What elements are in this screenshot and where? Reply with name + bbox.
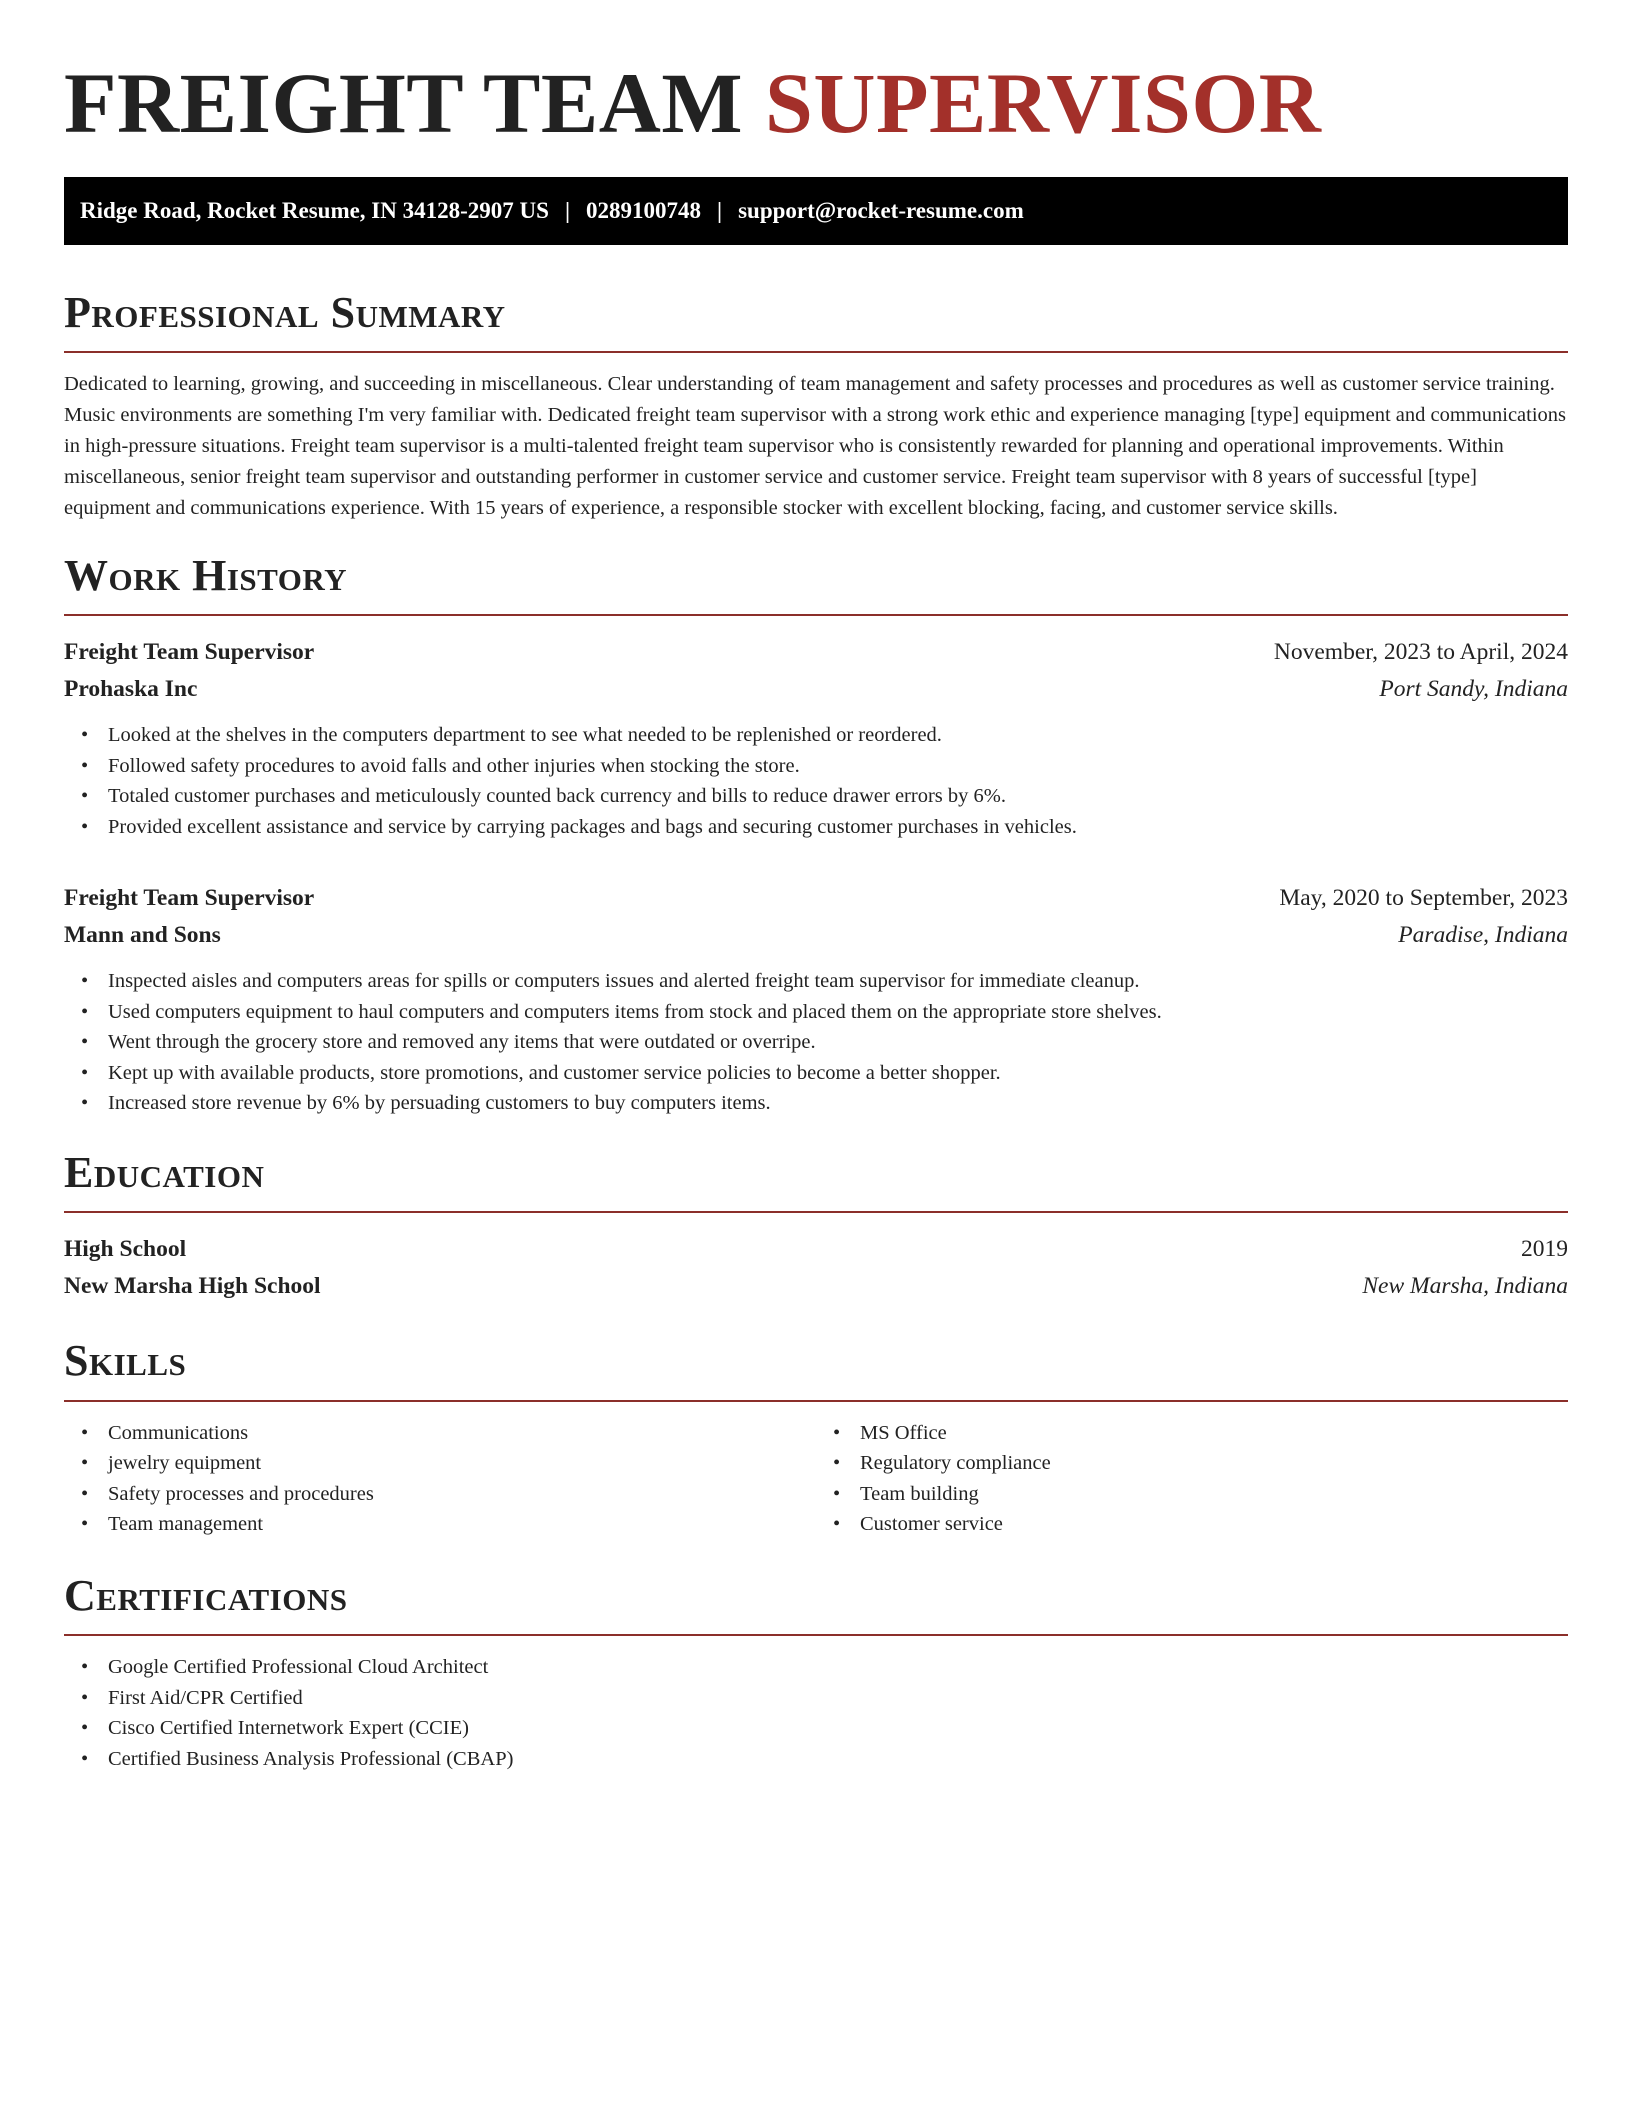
job-dates: November, 2023 to April, 2024: [1273, 639, 1568, 666]
job-bullet: • Followed safety procedures to avoid falls and other injuries when stocking the store.: [108, 751, 1568, 782]
job-header-row: [64, 634, 1568, 671]
skill-item: • Customer service: [860, 1509, 1568, 1540]
name-last: SUPERVISOR: [765, 55, 1322, 151]
education-school-row: [64, 1268, 1568, 1305]
job-company: Mann and Sons: [64, 922, 221, 949]
name-first: FREIGHT TEAM: [64, 55, 744, 151]
candidate-name: [64, 56, 1568, 151]
skill-item: • Team management: [108, 1509, 816, 1540]
certification-item: • Certified Business Analysis Professional (CBAP): [108, 1744, 1568, 1775]
contact-separator: |: [564, 197, 571, 223]
job-bullet: • Used computers equipment to haul computers and computers items from stock and placed them on the appropriate store shelves.: [108, 997, 1568, 1028]
contact-separator: |: [717, 197, 723, 223]
work-history-section: [64, 552, 1568, 1119]
certification-item: • Cisco Certified Internetwork Expert (CCIE): [108, 1713, 1568, 1744]
certifications-section: [64, 1572, 1568, 1774]
education-location: New Marsha, Indiana: [1362, 1273, 1568, 1300]
skills-section: [64, 1337, 1568, 1539]
job-bullet: • Increased store revenue by 6% by persuading customers to buy computers items.: [108, 1088, 1568, 1119]
job-bullet: • Totaled customer purchases and meticulously counted back currency and bills to reduce drawer errors by 6%.: [108, 781, 1568, 812]
job-company-row: [64, 671, 1568, 708]
skill-item: • MS Office: [860, 1418, 1568, 1449]
job-bullet: • Inspected aisles and computers areas for spills or computers issues and alerted freight team supervisor for immediate cleanup.: [108, 966, 1568, 997]
certification-item: • First Aid/CPR Certified: [108, 1683, 1568, 1714]
section-title-education: Education: [64, 1149, 1568, 1213]
job-bullet: • Provided excellent assistance and service by carrying packages and bags and securing customer purchases in vehicles.: [108, 812, 1568, 843]
job-location: Port Sandy, Indiana: [1379, 676, 1568, 703]
section-title-certifications: Certifications: [64, 1572, 1568, 1636]
skills-grid: [64, 1418, 1568, 1540]
skills-column-left: [64, 1418, 816, 1540]
job-bullet: • Kept up with available products, store promotions, and customer service policies to become a better shopper.: [108, 1058, 1568, 1089]
job-bullet: • Went through the grocery store and removed any items that were outdated or overripe.: [108, 1027, 1568, 1058]
summary-text: Dedicated to learning, growing, and succeeding in miscellaneous. Clear understanding of team management and safety processes and procedures as well as customer service training. Music environments are something I'm very familiar with. Dedicated freight team supervisor with a strong work ethic and experience managing [type] equipment and communications in high-pressure situations. Freight team supervisor is a multi-talented freight team supervisor who is consistently rewarded for planning and operational improvements. Within miscellaneous, senior freight team supervisor and outstanding performer in customer service and customer service. Freight team supervisor with 8 years of successful [type] equipment and communications experience. With 15 years of experience, a responsible stocker with excellent blocking, facing, and customer service skills.: [64, 372, 1567, 519]
certification-item: • Google Certified Professional Cloud Architect: [108, 1652, 1568, 1683]
professional-summary-section: [64, 289, 1568, 524]
skill-item: • jewelry equipment: [108, 1448, 816, 1479]
section-title-summary: Professional Summary: [64, 289, 1568, 353]
job-bullets: [64, 966, 1568, 1119]
job-location: Paradise, Indiana: [1398, 922, 1568, 949]
skill-item: • Regulatory compliance: [860, 1448, 1568, 1479]
job-bullets: [64, 720, 1568, 842]
skill-item: • Communications: [108, 1418, 816, 1449]
contact-bar: [64, 177, 1568, 245]
job-entry: [64, 634, 1568, 842]
job-role: Freight Team Supervisor: [64, 639, 315, 666]
contact-phone: 0289100748: [586, 197, 702, 223]
job-entry: [64, 880, 1568, 1119]
job-dates: May, 2020 to September, 2023: [1279, 885, 1568, 912]
education-entry: [64, 1231, 1568, 1305]
job-company: Prohaska Inc: [64, 676, 198, 703]
job-header-row: [64, 880, 1568, 917]
education-school: New Marsha High School: [64, 1273, 321, 1300]
job-bullet: • Looked at the shelves in the computers department to see what needed to be replenished or reordered.: [108, 720, 1568, 751]
contact-address: Ridge Road, Rocket Resume, IN 34128-2907 US: [80, 197, 549, 223]
education-degree: High School: [64, 1236, 187, 1263]
education-degree-row: [64, 1231, 1568, 1268]
education-year: 2019: [1521, 1236, 1568, 1263]
section-title-skills: Skills: [64, 1337, 1568, 1401]
section-title-work: Work History: [64, 552, 1568, 616]
job-company-row: [64, 917, 1568, 954]
contact-email: support@rocket-resume.com: [738, 197, 1024, 223]
education-section: [64, 1149, 1568, 1305]
skill-item: • Team building: [860, 1479, 1568, 1510]
certifications-list: [64, 1652, 1568, 1774]
skills-column-right: [816, 1418, 1568, 1540]
skill-item: • Safety processes and procedures: [108, 1479, 816, 1510]
job-role: Freight Team Supervisor: [64, 885, 315, 912]
